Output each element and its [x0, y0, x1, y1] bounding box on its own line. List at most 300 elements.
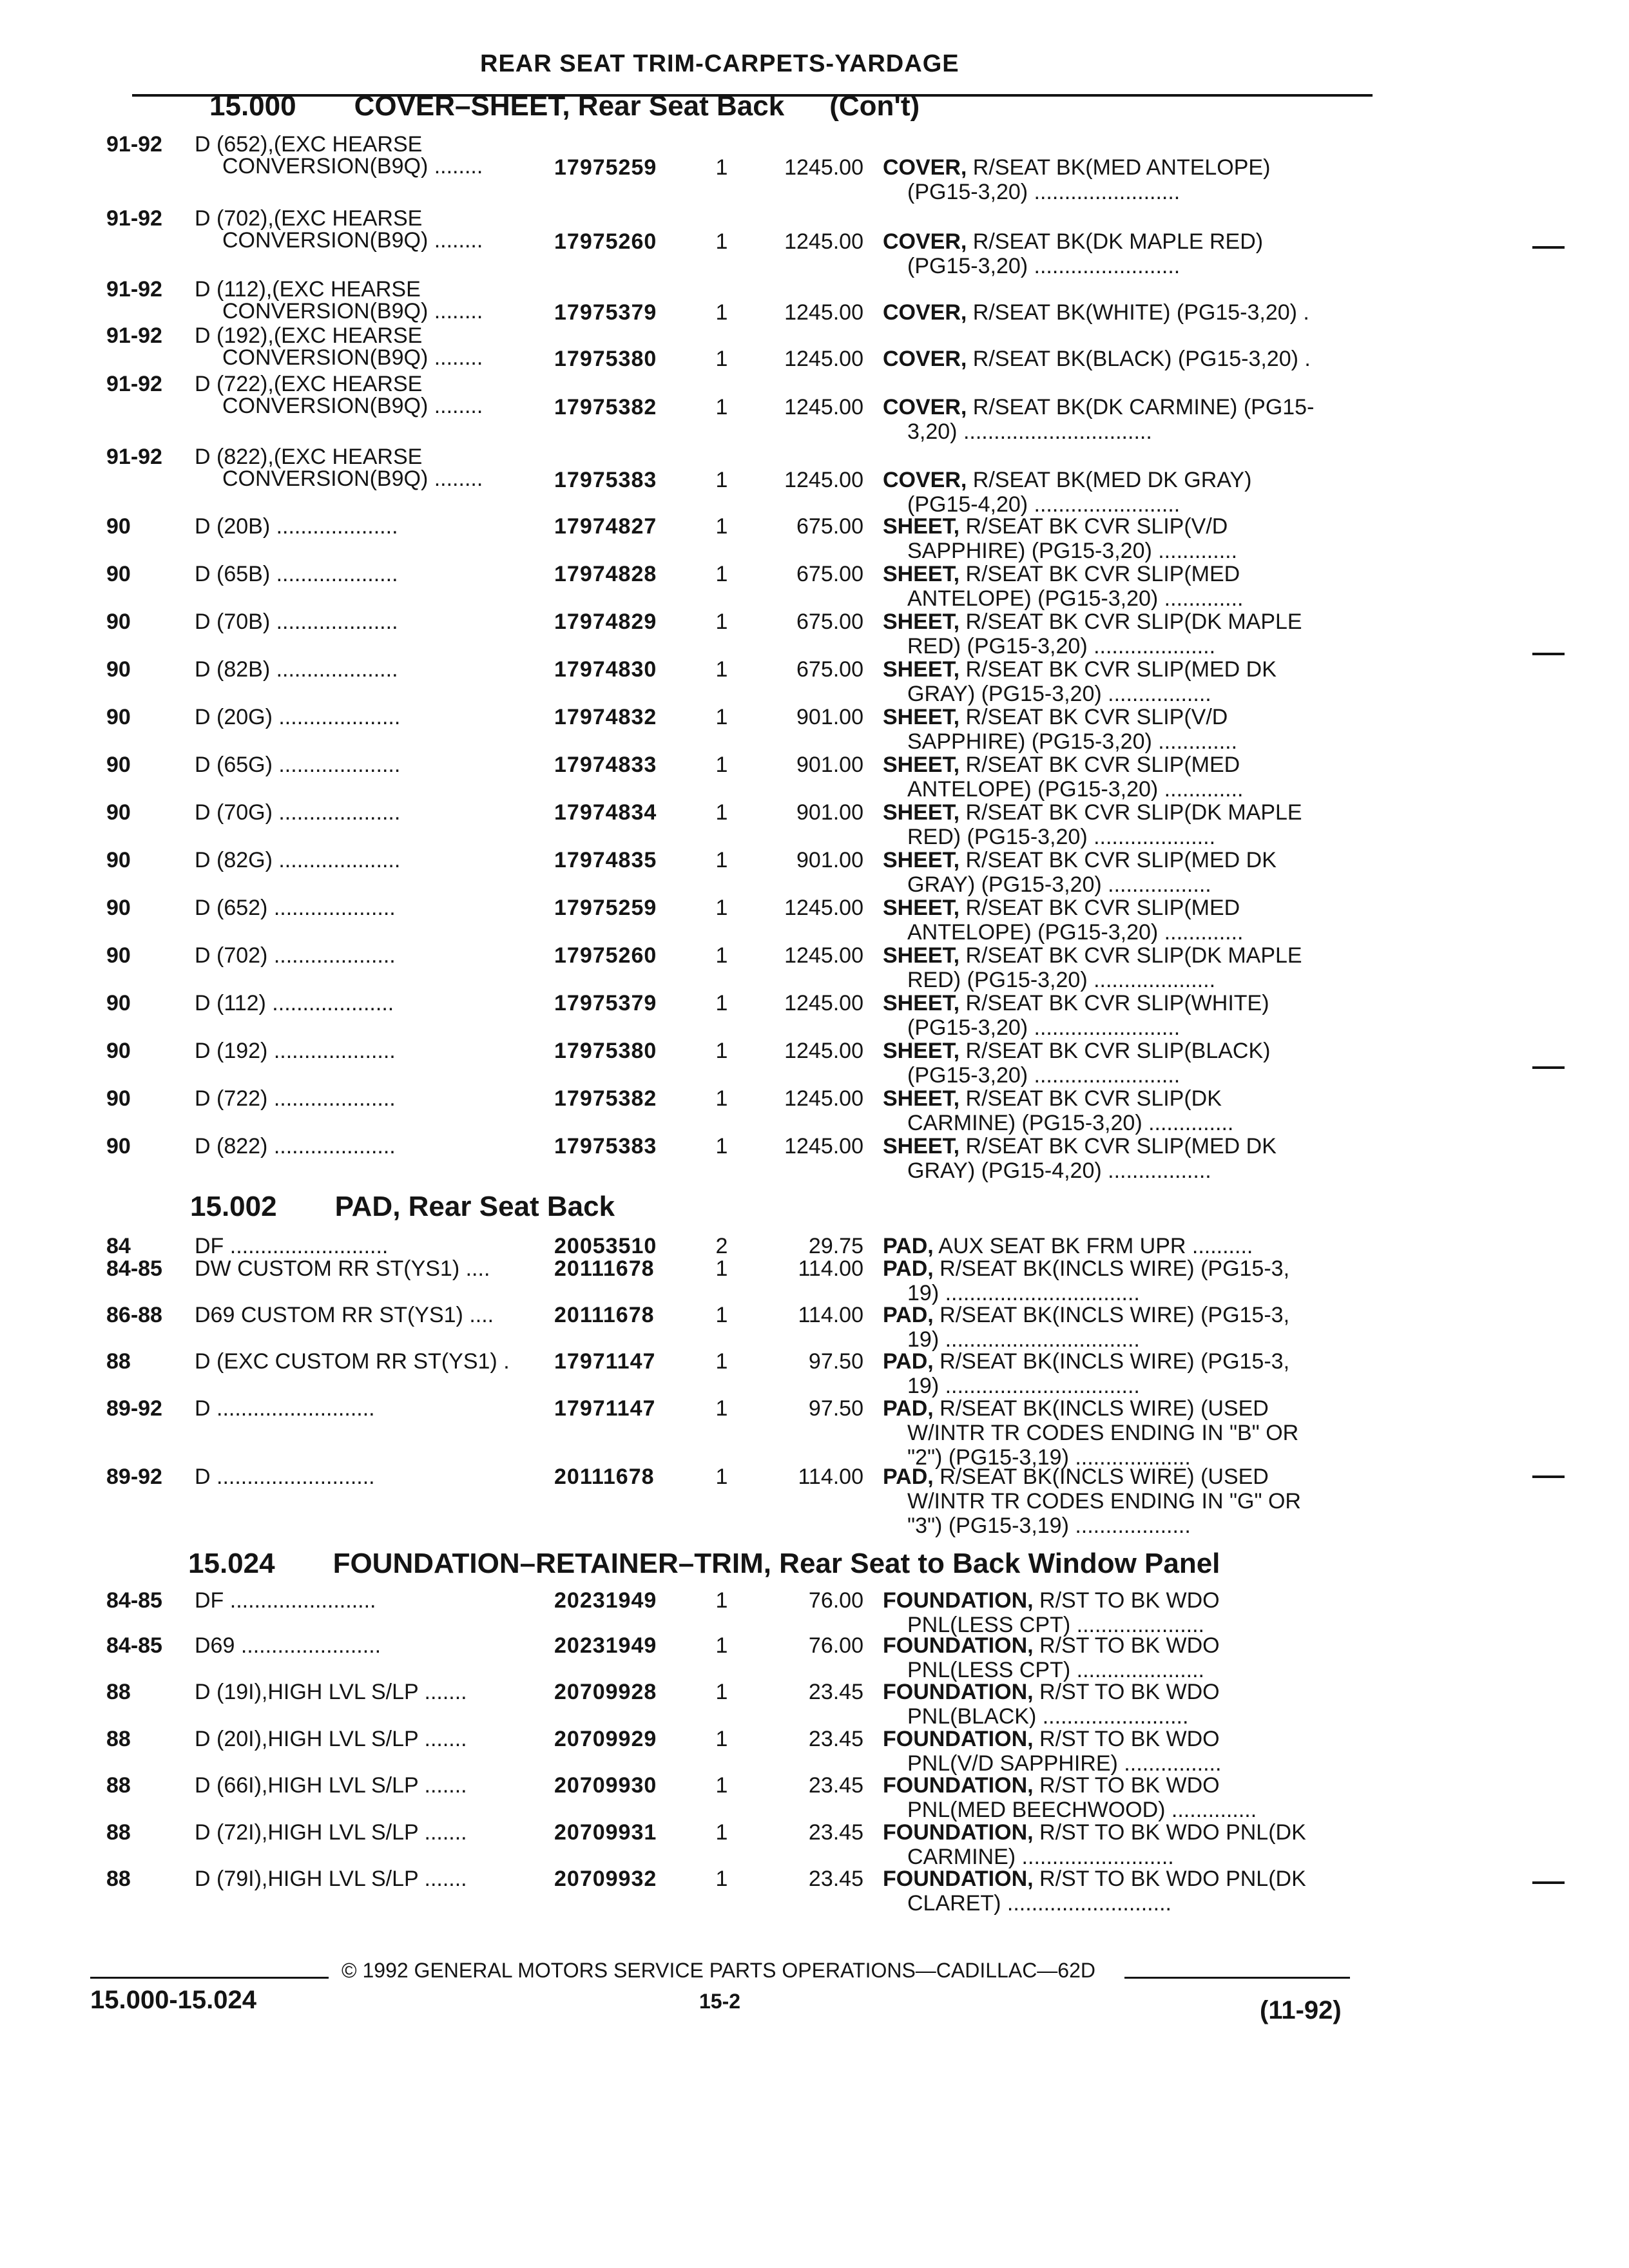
- part-name-detail: R/SEAT BK(WHITE) (PG15-3,20) .: [967, 300, 1309, 325]
- part-name-noun: SHEET,: [883, 848, 960, 872]
- part-name-detail: R/ST TO BK WDO: [1033, 1633, 1220, 1658]
- part-name-detail: R/SEAT BK(INCLS WIRE) (USED: [933, 1396, 1269, 1421]
- usage-description: D ..........................: [195, 1396, 375, 1421]
- part-number: 17975382: [554, 1086, 657, 1111]
- part-number: 20709929: [554, 1727, 657, 1751]
- model-year: 89-92: [106, 1396, 162, 1421]
- price: 675.00: [796, 610, 863, 634]
- quantity: 1: [715, 1256, 728, 1281]
- part-name: [883, 347, 1366, 371]
- part-row: [0, 1396, 1629, 1470]
- part-name: [883, 1633, 1366, 1682]
- quantity: 1: [715, 1820, 728, 1845]
- usage-description: DF ..........................: [195, 1234, 389, 1258]
- margin-tick: [1532, 1066, 1565, 1069]
- part-number: 17974834: [554, 800, 657, 825]
- quantity: 1: [715, 347, 728, 371]
- part-name-noun: SHEET,: [883, 896, 960, 920]
- part-name-line: [883, 1465, 1366, 1489]
- model-year: 88: [106, 1349, 131, 1374]
- part-name-line: [883, 229, 1366, 254]
- usage-description: D (82B) ....................: [195, 657, 398, 682]
- model-year: 91-92: [106, 206, 162, 231]
- part-row: [0, 657, 1629, 706]
- part-number: 17974835: [554, 848, 657, 872]
- part-name: [883, 155, 1366, 204]
- usage-description: D (72I),HIGH LVL S/LP .......: [195, 1820, 467, 1845]
- price: 901.00: [796, 705, 863, 729]
- part-name: [883, 1465, 1366, 1538]
- part-name-line: [883, 1588, 1366, 1613]
- price: 901.00: [796, 753, 863, 777]
- part-name-detail: R/SEAT BK(MED ANTELOPE): [967, 155, 1271, 180]
- usage-description: D69 CUSTOM RR ST(YS1) ....: [195, 1303, 494, 1327]
- part-number: 17974828: [554, 562, 657, 586]
- model-year: 91-92: [106, 132, 162, 157]
- part-name-noun: FOUNDATION,: [883, 1773, 1034, 1798]
- part-name-noun: SHEET,: [883, 991, 960, 1015]
- part-row: [0, 206, 1629, 278]
- part-name-cont: RED) (PG15-3,20) ....................: [907, 968, 1216, 992]
- part-name-noun: SHEET,: [883, 705, 960, 729]
- part-name-noun: SHEET,: [883, 943, 960, 968]
- part-name-noun: FOUNDATION,: [883, 1867, 1034, 1891]
- quantity: 1: [715, 991, 728, 1015]
- part-name-detail: AUX SEAT BK FRM UPR ..........: [933, 1234, 1253, 1258]
- part-name: [883, 1680, 1366, 1729]
- quantity: 1: [715, 848, 728, 872]
- part-name: [883, 1727, 1366, 1776]
- quantity: 1: [715, 1086, 728, 1111]
- part-name-detail: R/SEAT BK CVR SLIP(WHITE): [959, 991, 1269, 1015]
- model-year: 84-85: [106, 1256, 162, 1281]
- part-name: [883, 1039, 1366, 1088]
- footer-copyright: © 1992 GENERAL MOTORS SERVICE PARTS OPERATIONS—CADILLAC—62D: [342, 1959, 1095, 1982]
- model-year: 84-85: [106, 1588, 162, 1613]
- price: 1245.00: [784, 229, 863, 254]
- part-name-detail: R/SEAT BK CVR SLIP(MED: [959, 896, 1240, 920]
- part-name-line: [883, 657, 1366, 682]
- part-name-detail: R/SEAT BK CVR SLIP(DK MAPLE: [959, 943, 1302, 968]
- part-name-detail: R/SEAT BK CVR SLIP(MED: [959, 753, 1240, 777]
- model-year: 88: [106, 1867, 131, 1891]
- model-year: 90: [106, 896, 131, 920]
- part-name-detail: R/SEAT BK(INCLS WIRE) (USED: [933, 1465, 1269, 1489]
- part-number: 20111678: [554, 1256, 655, 1281]
- usage-description-cont: CONVERSION(B9Q) ........: [222, 154, 483, 178]
- part-name-cont: CLARET) ...........................: [907, 1891, 1171, 1916]
- part-name-cont: (PG15-3,20) ........................: [907, 1015, 1181, 1040]
- section-heading: [209, 90, 920, 122]
- part-name-detail: R/ST TO BK WDO: [1033, 1680, 1220, 1704]
- part-name-detail: R/SEAT BK(INCLS WIRE) (PG15-3,: [933, 1349, 1290, 1374]
- part-number: 17974832: [554, 705, 657, 729]
- price: 1245.00: [784, 1039, 863, 1063]
- section-heading: [190, 1191, 615, 1223]
- quantity: 1: [715, 155, 728, 180]
- part-name-detail: R/SEAT BK CVR SLIP(MED DK: [959, 657, 1277, 682]
- part-name-cont: SAPPHIRE) (PG15-3,20) .............: [907, 539, 1238, 563]
- quantity: 1: [715, 657, 728, 682]
- part-name: [883, 1234, 1366, 1258]
- part-number: 17974829: [554, 610, 657, 634]
- part-row: [0, 1039, 1629, 1088]
- part-name: [883, 1086, 1366, 1135]
- part-name-cont: SAPPHIRE) (PG15-3,20) .............: [907, 729, 1238, 754]
- part-row: [0, 1086, 1629, 1135]
- part-name: [883, 896, 1366, 945]
- price: 1245.00: [784, 300, 863, 325]
- part-name-detail: R/SEAT BK CVR SLIP(DK MAPLE: [959, 610, 1302, 634]
- usage-description-cont: CONVERSION(B9Q) ........: [222, 394, 483, 418]
- price: 1245.00: [784, 943, 863, 968]
- part-row: [0, 1349, 1629, 1398]
- model-year: 88: [106, 1680, 131, 1704]
- part-name-line: [883, 705, 1366, 729]
- part-name-noun: COVER,: [883, 300, 967, 325]
- model-year: 90: [106, 562, 131, 586]
- usage-description: D (70G) ....................: [195, 800, 401, 825]
- quantity: 1: [715, 300, 728, 325]
- usage-description: D (722) ....................: [195, 1086, 396, 1111]
- part-name-noun: PAD,: [883, 1303, 934, 1327]
- usage-description: D69 .......................: [195, 1633, 381, 1658]
- price: 1245.00: [784, 468, 863, 492]
- part-name-line: [883, 896, 1366, 920]
- section-number: 15.002: [190, 1191, 277, 1222]
- part-number: 20053510: [554, 1234, 657, 1258]
- usage-description: D (65G) ....................: [195, 753, 401, 777]
- price: 29.75: [808, 1234, 863, 1258]
- part-name-cont: PNL(LESS CPT) .....................: [907, 1613, 1204, 1637]
- part-number: 20111678: [554, 1303, 655, 1327]
- part-name-cont: CARMINE) .........................: [907, 1845, 1174, 1869]
- price: 1245.00: [784, 1086, 863, 1111]
- section-continued: (Con't): [829, 90, 920, 122]
- usage-description: D ..........................: [195, 1465, 375, 1489]
- part-row: [0, 1773, 1629, 1822]
- usage-description: D (66I),HIGH LVL S/LP .......: [195, 1773, 467, 1798]
- quantity: 1: [715, 1039, 728, 1063]
- part-name-detail: R/ST TO BK WDO: [1033, 1588, 1220, 1613]
- part-name-detail: R/SEAT BK CVR SLIP(MED DK: [959, 848, 1277, 872]
- part-row: [0, 1134, 1629, 1183]
- usage-description: D (722),(EXC HEARSE: [195, 372, 423, 396]
- part-name-detail: R/SEAT BK CVR SLIP(MED: [959, 562, 1240, 586]
- footer-page-number: 15-2: [699, 1990, 741, 2013]
- part-name-noun: PAD,: [883, 1256, 934, 1281]
- part-name-noun: SHEET,: [883, 514, 960, 539]
- part-number: 20709931: [554, 1820, 657, 1845]
- model-year: 90: [106, 991, 131, 1015]
- part-name-noun: PAD,: [883, 1396, 934, 1421]
- usage-description-cont: CONVERSION(B9Q) ........: [222, 299, 483, 323]
- part-name-line: [883, 1680, 1366, 1704]
- part-name-detail: R/SEAT BK(MED DK GRAY): [967, 468, 1252, 492]
- part-name: [883, 1396, 1366, 1470]
- part-name-detail: R/ST TO BK WDO: [1033, 1727, 1220, 1751]
- part-name-line: [883, 1086, 1366, 1111]
- section-number: 15.024: [188, 1548, 275, 1579]
- part-name: [883, 657, 1366, 706]
- usage-description: D (79I),HIGH LVL S/LP .......: [195, 1867, 467, 1891]
- part-name-noun: SHEET,: [883, 610, 960, 634]
- quantity: 1: [715, 1727, 728, 1751]
- footer-rule: [1124, 1977, 1350, 1979]
- part-name-noun: COVER,: [883, 347, 967, 371]
- usage-description: D (652),(EXC HEARSE: [195, 132, 423, 157]
- part-name-noun: SHEET,: [883, 657, 960, 682]
- part-name-cont: RED) (PG15-3,20) ....................: [907, 634, 1216, 658]
- quantity: 1: [715, 943, 728, 968]
- margin-tick: [1532, 653, 1565, 655]
- part-name-cont: PNL(MED BEECHWOOD) ..............: [907, 1798, 1257, 1822]
- part-name-detail: R/SEAT BK CVR SLIP(V/D: [959, 514, 1228, 539]
- part-name: [883, 1867, 1366, 1916]
- part-name-cont: W/INTR TR CODES ENDING IN "B" OR: [907, 1421, 1299, 1445]
- part-number: 20111678: [554, 1465, 655, 1489]
- part-row: [0, 445, 1629, 517]
- part-name: [883, 991, 1366, 1040]
- part-number: 17975259: [554, 896, 657, 920]
- part-row: [0, 1820, 1629, 1869]
- part-name-noun: FOUNDATION,: [883, 1727, 1034, 1751]
- price: 97.50: [808, 1396, 863, 1421]
- part-name-line: [883, 395, 1366, 419]
- model-year: 86-88: [106, 1303, 162, 1327]
- part-name-cont: CARMINE) (PG15-3,20) ..............: [907, 1111, 1234, 1135]
- part-row: [0, 705, 1629, 754]
- part-number: 17975260: [554, 943, 657, 968]
- part-name-detail: R/SEAT BK CVR SLIP(MED DK: [959, 1134, 1277, 1158]
- part-row: [0, 943, 1629, 992]
- quantity: 1: [715, 229, 728, 254]
- part-name: [883, 848, 1366, 897]
- part-number: 17975380: [554, 347, 657, 371]
- section-heading: [188, 1548, 1220, 1580]
- part-name: [883, 514, 1366, 563]
- part-number: 17971147: [554, 1349, 656, 1374]
- part-name: [883, 1588, 1366, 1637]
- margin-tick: [1532, 1475, 1565, 1478]
- part-row: [0, 372, 1629, 444]
- quantity: 1: [715, 1349, 728, 1374]
- price: 1245.00: [784, 991, 863, 1015]
- price: 114.00: [798, 1256, 863, 1281]
- part-name-cont: "2") (PG15-3,19) ...................: [907, 1445, 1191, 1470]
- part-number: 17975260: [554, 229, 657, 254]
- part-name-detail: R/SEAT BK(INCLS WIRE) (PG15-3,: [933, 1256, 1290, 1281]
- part-name-noun: SHEET,: [883, 800, 960, 825]
- part-number: 17971147: [554, 1396, 656, 1421]
- price: 675.00: [796, 514, 863, 539]
- part-name-line: [883, 1256, 1366, 1281]
- usage-description: DF ........................: [195, 1588, 376, 1613]
- quantity: 1: [715, 395, 728, 419]
- part-row: [0, 277, 1629, 325]
- model-year: 90: [106, 848, 131, 872]
- usage-description: D (EXC CUSTOM RR ST(YS1) .: [195, 1349, 510, 1374]
- part-row: [0, 132, 1629, 204]
- part-number: 17975383: [554, 468, 657, 492]
- part-row: [0, 323, 1629, 371]
- part-name-line: [883, 943, 1366, 968]
- part-name-line: [883, 800, 1366, 825]
- section-title: COVER–SHEET, Rear Seat Back: [354, 90, 785, 122]
- part-number: 20231949: [554, 1588, 657, 1613]
- part-name-cont: ANTELOPE) (PG15-3,20) .............: [907, 586, 1244, 611]
- quantity: 1: [715, 514, 728, 539]
- quantity: 1: [715, 1588, 728, 1613]
- usage-description-cont: CONVERSION(B9Q) ........: [222, 228, 483, 253]
- part-name-line: [883, 300, 1366, 325]
- part-name-detail: R/ST TO BK WDO PNL(DK: [1033, 1867, 1306, 1891]
- part-row: [0, 610, 1629, 658]
- part-name: [883, 229, 1366, 278]
- part-number: 17975383: [554, 1134, 657, 1158]
- part-name-cont: W/INTR TR CODES ENDING IN "G" OR: [907, 1489, 1301, 1514]
- part-row: [0, 1465, 1629, 1538]
- part-name-cont: (PG15-3,20) ........................: [907, 1063, 1181, 1088]
- quantity: 1: [715, 562, 728, 586]
- part-name-line: [883, 610, 1366, 634]
- usage-description: D (652) ....................: [195, 896, 396, 920]
- part-name-line: [883, 1134, 1366, 1158]
- price: 901.00: [796, 848, 863, 872]
- quantity: 1: [715, 753, 728, 777]
- part-name: [883, 468, 1366, 517]
- part-row: [0, 562, 1629, 611]
- part-row: [0, 1256, 1629, 1305]
- quantity: 1: [715, 800, 728, 825]
- price: 23.45: [808, 1773, 863, 1798]
- part-row: [0, 1633, 1629, 1682]
- part-name-detail: R/SEAT BK CVR SLIP(V/D: [959, 705, 1228, 729]
- part-name-detail: R/SEAT BK CVR SLIP(DK MAPLE: [959, 800, 1302, 825]
- part-name: [883, 395, 1366, 444]
- part-name: [883, 1256, 1366, 1305]
- price: 675.00: [796, 562, 863, 586]
- part-row: [0, 1588, 1629, 1637]
- footer-section-range: 15.000-15.024: [90, 1986, 257, 2014]
- part-name-noun: COVER,: [883, 395, 967, 419]
- part-name-line: [883, 514, 1366, 539]
- price: 1245.00: [784, 1134, 863, 1158]
- model-year: 88: [106, 1773, 131, 1798]
- usage-description: D (192) ....................: [195, 1039, 396, 1063]
- model-year: 90: [106, 610, 131, 634]
- section-title: FOUNDATION–RETAINER–TRIM, Rear Seat to Back Window Panel: [333, 1548, 1220, 1579]
- part-name-cont: 19) ................................: [907, 1281, 1140, 1305]
- section-number: 15.000: [209, 90, 296, 122]
- margin-tick: [1532, 246, 1565, 249]
- usage-description: D (70B) ....................: [195, 610, 398, 634]
- part-name-cont: ANTELOPE) (PG15-3,20) .............: [907, 920, 1244, 945]
- margin-tick: [1532, 1881, 1565, 1884]
- price: 1245.00: [784, 347, 863, 371]
- usage-description: D (82G) ....................: [195, 848, 401, 872]
- part-name-detail: R/ST TO BK WDO PNL(DK: [1033, 1820, 1306, 1845]
- part-name: [883, 562, 1366, 611]
- quantity: 1: [715, 1867, 728, 1891]
- price: 114.00: [798, 1303, 863, 1327]
- part-name: [883, 1820, 1366, 1869]
- usage-description: D (702),(EXC HEARSE: [195, 206, 423, 231]
- part-row: [0, 991, 1629, 1040]
- model-year: 90: [106, 753, 131, 777]
- part-name-line: [883, 1773, 1366, 1798]
- part-row: [0, 1867, 1629, 1916]
- part-name-noun: SHEET,: [883, 1039, 960, 1063]
- quantity: 1: [715, 1773, 728, 1798]
- part-name: [883, 753, 1366, 802]
- part-name: [883, 1303, 1366, 1352]
- usage-description: D (112) ....................: [195, 991, 394, 1015]
- model-year: 90: [106, 514, 131, 539]
- part-name-cont: GRAY) (PG15-3,20) .................: [907, 682, 1211, 706]
- model-year: 91-92: [106, 277, 162, 302]
- usage-description: D (20B) ....................: [195, 514, 398, 539]
- part-name-cont: GRAY) (PG15-3,20) .................: [907, 872, 1211, 897]
- usage-description: D (20G) ....................: [195, 705, 401, 729]
- part-number: 17974830: [554, 657, 657, 682]
- price: 23.45: [808, 1680, 863, 1704]
- part-name-line: [883, 991, 1366, 1015]
- part-name-line: [883, 1396, 1366, 1421]
- part-name-noun: FOUNDATION,: [883, 1588, 1034, 1613]
- part-name: [883, 943, 1366, 992]
- quantity: 1: [715, 610, 728, 634]
- part-name-line: [883, 468, 1366, 492]
- part-row: [0, 1680, 1629, 1729]
- usage-description-cont: CONVERSION(B9Q) ........: [222, 345, 483, 370]
- part-name-line: [883, 848, 1366, 872]
- part-name-cont: "3") (PG15-3,19) ...................: [907, 1514, 1191, 1538]
- footer-date: (11-92): [1260, 1996, 1342, 2024]
- price: 23.45: [808, 1820, 863, 1845]
- model-year: 84-85: [106, 1633, 162, 1658]
- part-name-line: [883, 347, 1366, 371]
- part-name-line: [883, 1727, 1366, 1751]
- part-number: 17975379: [554, 991, 657, 1015]
- part-number: 17975259: [554, 155, 657, 180]
- part-name-cont: RED) (PG15-3,20) ....................: [907, 825, 1216, 849]
- part-name-line: [883, 1633, 1366, 1658]
- part-row: [0, 848, 1629, 897]
- part-name-noun: PAD,: [883, 1349, 934, 1374]
- part-row: [0, 1234, 1629, 1260]
- part-number: 17975382: [554, 395, 657, 419]
- part-name-line: [883, 753, 1366, 777]
- part-name-cont: (PG15-3,20) ........................: [907, 254, 1181, 278]
- part-name-noun: SHEET,: [883, 562, 960, 586]
- price: 675.00: [796, 657, 863, 682]
- part-name-cont: (PG15-3,20) ........................: [907, 180, 1181, 204]
- usage-description: D (822),(EXC HEARSE: [195, 445, 423, 469]
- part-name-cont: ANTELOPE) (PG15-3,20) .............: [907, 777, 1244, 802]
- part-name-cont: GRAY) (PG15-4,20) .................: [907, 1158, 1211, 1183]
- part-name-line: [883, 562, 1366, 586]
- part-name: [883, 1134, 1366, 1183]
- part-name-line: [883, 1039, 1366, 1063]
- part-row: [0, 514, 1629, 563]
- quantity: 1: [715, 705, 728, 729]
- part-name: [883, 1349, 1366, 1398]
- quantity: 2: [715, 1234, 728, 1258]
- quantity: 1: [715, 1680, 728, 1704]
- part-row: [0, 753, 1629, 802]
- part-row: [0, 1303, 1629, 1352]
